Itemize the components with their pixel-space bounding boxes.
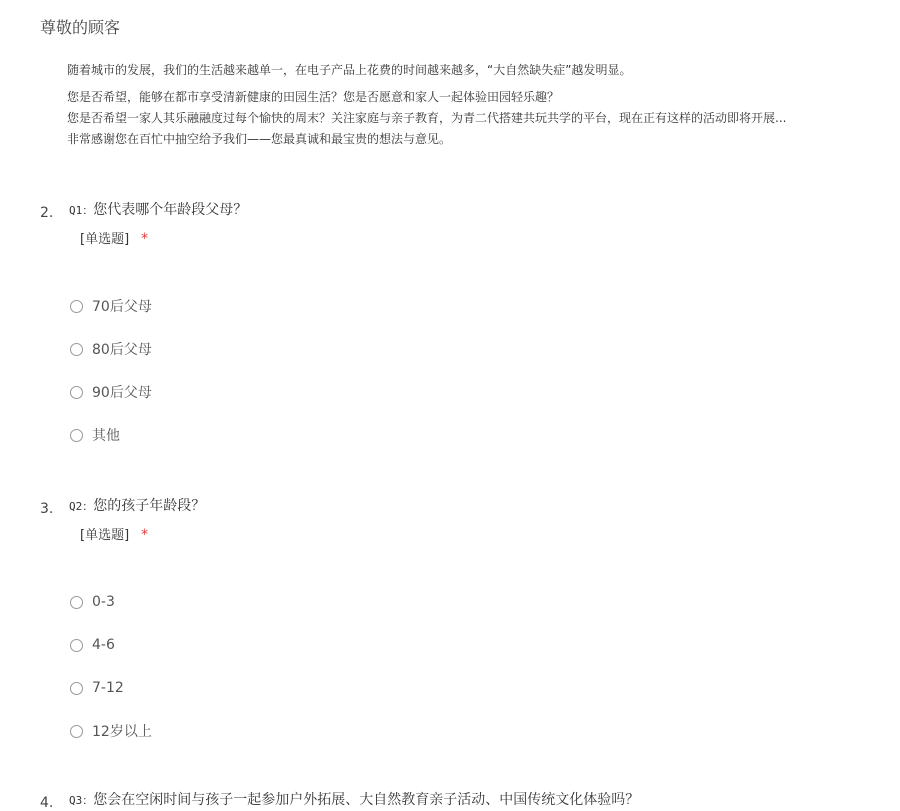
question-title	[69, 495, 205, 515]
intro-text	[67, 60, 786, 150]
intro-line: 非常感谢您在百忙中抽空给予我们——您最真诚和最宝贵的想法与意见。	[67, 132, 452, 146]
question-type-label: [单选题]	[80, 232, 130, 247]
radio-button[interactable]	[70, 429, 83, 442]
radio-button[interactable]	[70, 639, 83, 652]
intro-line: 随着城市的发展，我们的生活越来越单一，在电子产品上花费的时间越来越多，“大自然缺失症”越发明显。	[67, 63, 632, 77]
radio-button[interactable]	[70, 386, 83, 399]
question-title	[69, 789, 639, 809]
option-label: 90后父母	[92, 385, 152, 401]
radio-button[interactable]	[70, 596, 83, 609]
radio-option[interactable]	[70, 721, 152, 741]
intro-line: 您是否希望一家人其乐融融度过每个愉快的周末？关注家庭与亲子教育，为青二代搭建共玩共学的平台，现在正有这样的活动即将开展...	[67, 111, 787, 125]
radio-option[interactable]	[70, 382, 152, 402]
question-type	[80, 228, 148, 247]
required-mark: *	[141, 231, 149, 247]
radio-option[interactable]	[70, 635, 115, 655]
radio-button[interactable]	[70, 682, 83, 695]
required-mark: *	[141, 527, 149, 543]
question-code: Q2：	[69, 500, 94, 513]
question-code: Q3：	[69, 794, 94, 807]
radio-option[interactable]	[70, 296, 152, 316]
radio-option[interactable]	[70, 339, 152, 359]
option-label: 70后父母	[92, 299, 152, 315]
option-label: 4-6	[92, 637, 115, 653]
question-number: 2.	[40, 205, 54, 221]
option-label: 7-12	[92, 680, 124, 696]
option-label: 12岁以上	[92, 724, 152, 740]
radio-button[interactable]	[70, 300, 83, 313]
option-label: 0-3	[92, 594, 115, 610]
radio-button[interactable]	[70, 725, 83, 738]
question-number: 4.	[40, 795, 54, 811]
radio-option[interactable]	[70, 592, 115, 612]
question-text: 您代表哪个年龄段父母？	[93, 202, 248, 218]
radio-button[interactable]	[70, 343, 83, 356]
question-type-label: [单选题]	[80, 528, 130, 543]
question-number: 3.	[40, 501, 54, 517]
question-type	[80, 524, 148, 543]
radio-option[interactable]	[70, 425, 120, 445]
question-text: 您的孩子年龄段？	[93, 498, 206, 514]
question-text: 您会在空闲时间与孩子一起参加户外拓展、大自然教育亲子活动、中国传统文化体验吗？	[93, 792, 640, 808]
option-label: 其他	[92, 428, 120, 444]
radio-option[interactable]	[70, 678, 124, 698]
question-title	[69, 199, 247, 219]
greeting-heading: 尊敬的顾客	[40, 18, 121, 37]
question-code: Q1：	[69, 204, 94, 217]
intro-line: 您是否希望，能够在都市享受清新健康的田园生活？您是否愿意和家人一起体验田园轻乐趣？	[67, 90, 560, 104]
option-label: 80后父母	[92, 342, 152, 358]
